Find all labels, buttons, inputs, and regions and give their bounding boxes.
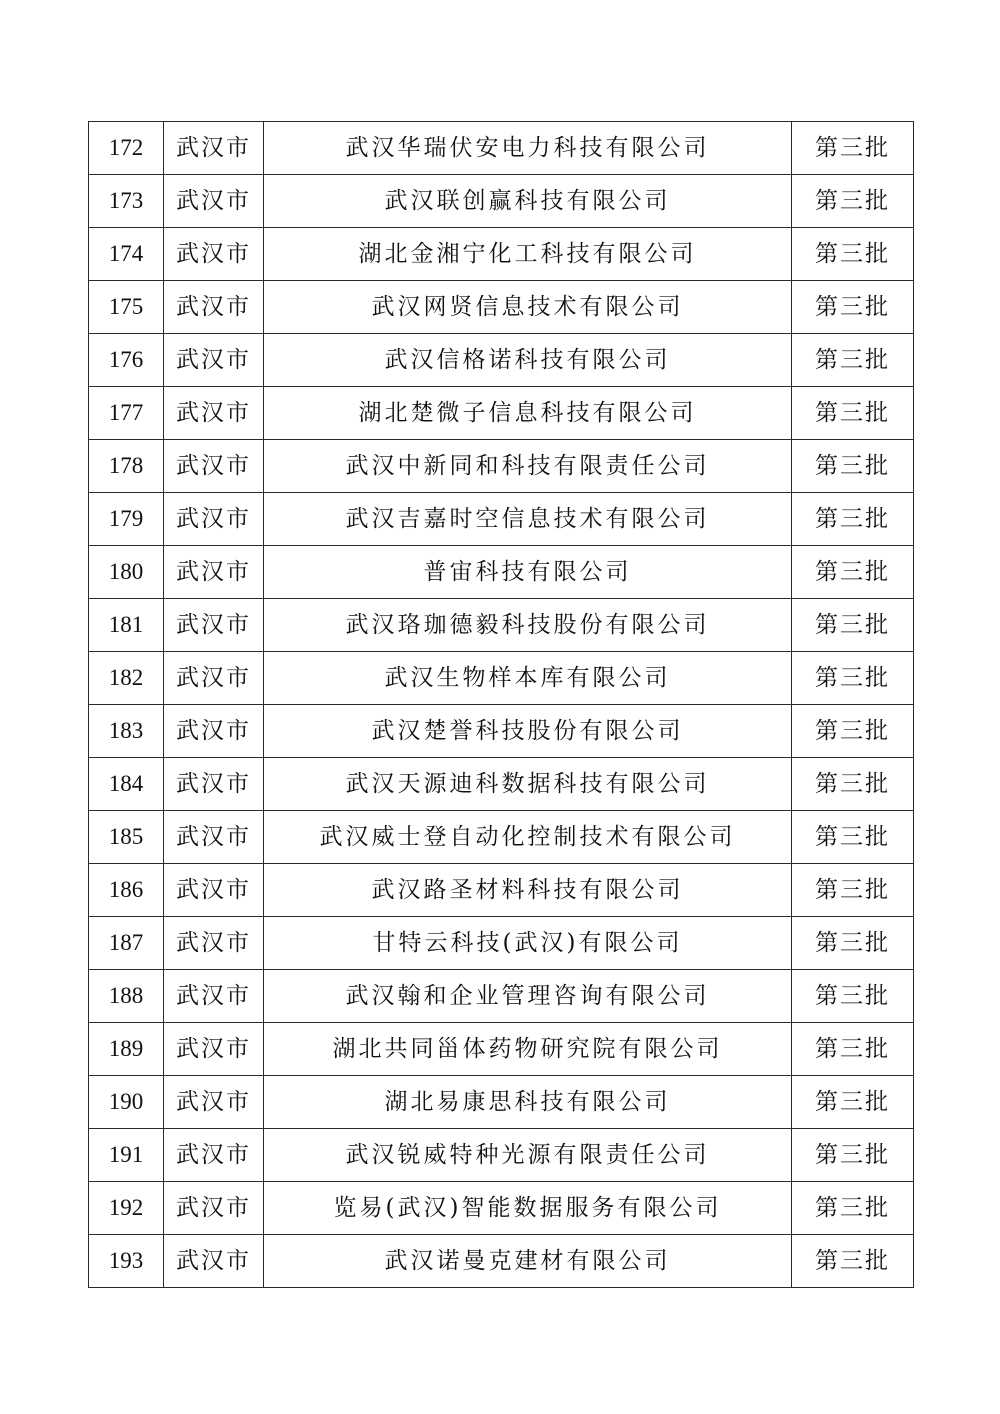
- city-cell: 武汉市: [164, 705, 264, 758]
- table-row: [89, 334, 914, 387]
- row-index-cell: 173: [89, 175, 164, 228]
- table-row: [89, 546, 914, 599]
- company-name-cell: 武汉路圣材料科技有限公司: [264, 864, 792, 917]
- row-index-cell: 172: [89, 122, 164, 175]
- row-index-cell: 185: [89, 811, 164, 864]
- table-row: [89, 758, 914, 811]
- row-index-cell: 181: [89, 599, 164, 652]
- batch-cell: 第三批: [792, 387, 914, 440]
- batch-cell: 第三批: [792, 864, 914, 917]
- city-cell: 武汉市: [164, 1235, 264, 1288]
- company-name-cell: 武汉中新同和科技有限责任公司: [264, 440, 792, 493]
- city-cell: 武汉市: [164, 334, 264, 387]
- city-cell: 武汉市: [164, 122, 264, 175]
- company-name-cell: 武汉楚誉科技股份有限公司: [264, 705, 792, 758]
- company-name-cell: 普宙科技有限公司: [264, 546, 792, 599]
- company-name-cell: 览易(武汉)智能数据服务有限公司: [264, 1182, 792, 1235]
- company-name-cell: 武汉网贤信息技术有限公司: [264, 281, 792, 334]
- city-cell: 武汉市: [164, 1129, 264, 1182]
- city-cell: 武汉市: [164, 175, 264, 228]
- batch-cell: 第三批: [792, 917, 914, 970]
- batch-cell: 第三批: [792, 175, 914, 228]
- batch-cell: 第三批: [792, 970, 914, 1023]
- table-row: [89, 917, 914, 970]
- row-index-cell: 190: [89, 1076, 164, 1129]
- company-name-cell: 湖北楚微子信息科技有限公司: [264, 387, 792, 440]
- company-name-cell: 武汉威士登自动化控制技术有限公司: [264, 811, 792, 864]
- batch-cell: 第三批: [792, 652, 914, 705]
- row-index-cell: 183: [89, 705, 164, 758]
- city-cell: 武汉市: [164, 228, 264, 281]
- row-index-cell: 193: [89, 1235, 164, 1288]
- city-cell: 武汉市: [164, 1076, 264, 1129]
- table-row: [89, 864, 914, 917]
- row-index-cell: 186: [89, 864, 164, 917]
- row-index-cell: 188: [89, 970, 164, 1023]
- row-index-cell: 191: [89, 1129, 164, 1182]
- table-row: [89, 1023, 914, 1076]
- city-cell: 武汉市: [164, 1023, 264, 1076]
- company-name-cell: 武汉翰和企业管理咨询有限公司: [264, 970, 792, 1023]
- row-index-cell: 178: [89, 440, 164, 493]
- table-row: [89, 1235, 914, 1288]
- company-name-cell: 武汉诺曼克建材有限公司: [264, 1235, 792, 1288]
- city-cell: 武汉市: [164, 864, 264, 917]
- batch-cell: 第三批: [792, 1129, 914, 1182]
- batch-cell: 第三批: [792, 493, 914, 546]
- company-name-cell: 湖北共同甾体药物研究院有限公司: [264, 1023, 792, 1076]
- batch-cell: 第三批: [792, 1235, 914, 1288]
- table-row: [89, 970, 914, 1023]
- city-cell: 武汉市: [164, 387, 264, 440]
- row-index-cell: 180: [89, 546, 164, 599]
- batch-cell: 第三批: [792, 1182, 914, 1235]
- table-row: [89, 281, 914, 334]
- batch-cell: 第三批: [792, 1023, 914, 1076]
- company-name-cell: 武汉珞珈德毅科技股份有限公司: [264, 599, 792, 652]
- city-cell: 武汉市: [164, 281, 264, 334]
- company-name-cell: 武汉信格诺科技有限公司: [264, 334, 792, 387]
- city-cell: 武汉市: [164, 440, 264, 493]
- batch-cell: 第三批: [792, 705, 914, 758]
- batch-cell: 第三批: [792, 228, 914, 281]
- company-name-cell: 湖北易康思科技有限公司: [264, 1076, 792, 1129]
- company-name-cell: 武汉天源迪科数据科技有限公司: [264, 758, 792, 811]
- row-index-cell: 184: [89, 758, 164, 811]
- table-row: [89, 599, 914, 652]
- company-name-cell: 武汉华瑞伏安电力科技有限公司: [264, 122, 792, 175]
- table-row: [89, 493, 914, 546]
- city-cell: 武汉市: [164, 599, 264, 652]
- table-row: [89, 1182, 914, 1235]
- row-index-cell: 192: [89, 1182, 164, 1235]
- company-name-cell: 武汉吉嘉时空信息技术有限公司: [264, 493, 792, 546]
- batch-cell: 第三批: [792, 599, 914, 652]
- table-row: [89, 228, 914, 281]
- row-index-cell: 176: [89, 334, 164, 387]
- city-cell: 武汉市: [164, 546, 264, 599]
- city-cell: 武汉市: [164, 811, 264, 864]
- batch-cell: 第三批: [792, 440, 914, 493]
- city-cell: 武汉市: [164, 1182, 264, 1235]
- batch-cell: 第三批: [792, 546, 914, 599]
- table-row: [89, 122, 914, 175]
- table-row: [89, 175, 914, 228]
- company-name-cell: 武汉生物样本库有限公司: [264, 652, 792, 705]
- company-name-cell: 甘特云科技(武汉)有限公司: [264, 917, 792, 970]
- city-cell: 武汉市: [164, 493, 264, 546]
- city-cell: 武汉市: [164, 758, 264, 811]
- batch-cell: 第三批: [792, 281, 914, 334]
- company-list-table: [88, 121, 914, 1288]
- row-index-cell: 179: [89, 493, 164, 546]
- row-index-cell: 189: [89, 1023, 164, 1076]
- city-cell: 武汉市: [164, 970, 264, 1023]
- table-row: [89, 1076, 914, 1129]
- batch-cell: 第三批: [792, 758, 914, 811]
- city-cell: 武汉市: [164, 917, 264, 970]
- company-name-cell: 武汉锐威特种光源有限责任公司: [264, 1129, 792, 1182]
- batch-cell: 第三批: [792, 1076, 914, 1129]
- row-index-cell: 177: [89, 387, 164, 440]
- batch-cell: 第三批: [792, 122, 914, 175]
- table-body: [89, 122, 914, 1288]
- table-row: [89, 440, 914, 493]
- row-index-cell: 174: [89, 228, 164, 281]
- table-row: [89, 1129, 914, 1182]
- batch-cell: 第三批: [792, 811, 914, 864]
- company-name-cell: 武汉联创赢科技有限公司: [264, 175, 792, 228]
- table-row: [89, 705, 914, 758]
- row-index-cell: 182: [89, 652, 164, 705]
- table-row: [89, 811, 914, 864]
- company-name-cell: 湖北金湘宁化工科技有限公司: [264, 228, 792, 281]
- city-cell: 武汉市: [164, 652, 264, 705]
- batch-cell: 第三批: [792, 334, 914, 387]
- row-index-cell: 175: [89, 281, 164, 334]
- table-row: [89, 387, 914, 440]
- table-row: [89, 652, 914, 705]
- row-index-cell: 187: [89, 917, 164, 970]
